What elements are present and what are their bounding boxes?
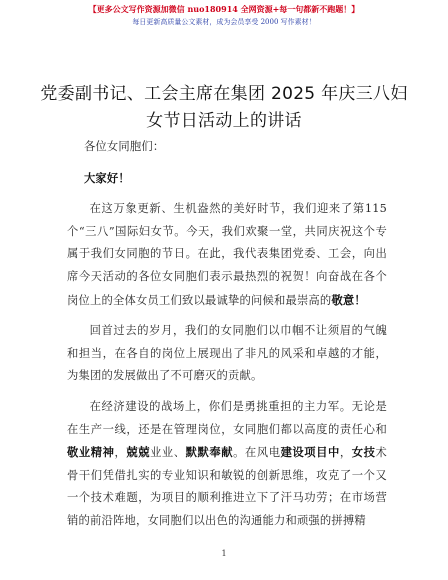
paragraph-3-bold-4: 建设项目中 — [280, 445, 340, 460]
paragraph-1 — [67, 198, 387, 312]
greeting — [67, 167, 387, 191]
promo-banner — [0, 4, 448, 27]
title-line-2: 女节日活动上的讲话 — [146, 111, 302, 131]
greeting-text: 大家好！ — [83, 170, 130, 185]
paragraph-3 — [67, 396, 387, 533]
paragraph-3-text-e: 。在风电 — [233, 446, 281, 460]
paragraph-3-text-f: ， — [339, 446, 352, 460]
page-number: 1 — [221, 549, 227, 558]
title-line-1: 党委副书记、工会主席在集团 2025 年庆三八妇 — [40, 84, 408, 104]
salutation: 各位女同胞们： — [83, 140, 165, 153]
paragraph-3-bold-1: 敬业精神 — [67, 445, 115, 460]
paragraph-1-text: 在这万象更新、生机盎然的美好时节，我们迎来了第115个“三八”国际妇女节。今天，我们欢聚一堂，共同庆祝这个专属于我们女同胞的节日。在此，我代表集团党委、工会，向出席今天活动的各位女同胞们表示最热烈的祝贺！向奋战在各个岗位上的全体女员工们致以最诚挚的问候和最崇高的 — [67, 202, 387, 307]
paragraph-3-bold-3: 默默奉献 — [185, 445, 234, 460]
paragraph-3-text-d: 业业、 — [150, 446, 186, 460]
document-title — [30, 81, 418, 135]
banner-line-2: 每日更新高质量公文素材，成为会员享受 2000 写作素材！ — [132, 18, 316, 26]
paragraph-1-end: 敬意！ — [331, 292, 366, 307]
paragraph-3-bold-5: 女技 — [351, 445, 376, 460]
document-body — [67, 136, 387, 533]
paragraph-3-bold-2: 兢兢 — [126, 445, 151, 460]
banner-line-1: 【更多公文写作资源加微信 nuo180914 全网资源+每一句都新不跑题！】 — [88, 4, 360, 14]
paragraph-3-text-a: 在经济建设的战场上，你们是勇挑重担的主力军。无论是在生产一线，还是在管理岗位，女同胞们都以高度的责任心和 — [67, 399, 387, 436]
paragraph-3-text-g: 术骨干们凭借扎实的专业知识和敏锐的创新思维，攻克了一个又一个技术难题，为项目的顺利推进立下了汗马功劳；在市场营销的前沿阵地，女同胞们以出色的沟通能力和顽强的拼搏精 — [67, 446, 387, 527]
paragraph-2: 回首过去的岁月，我们的女同胞们以巾帼不让须眉的气魄和担当，在各自的岗位上展现出了非凡的风采和卓越的才能，为集团的发展做出了不可磨灭的贡献。 — [67, 324, 387, 383]
paragraph-3-text-c: ， — [114, 446, 127, 460]
